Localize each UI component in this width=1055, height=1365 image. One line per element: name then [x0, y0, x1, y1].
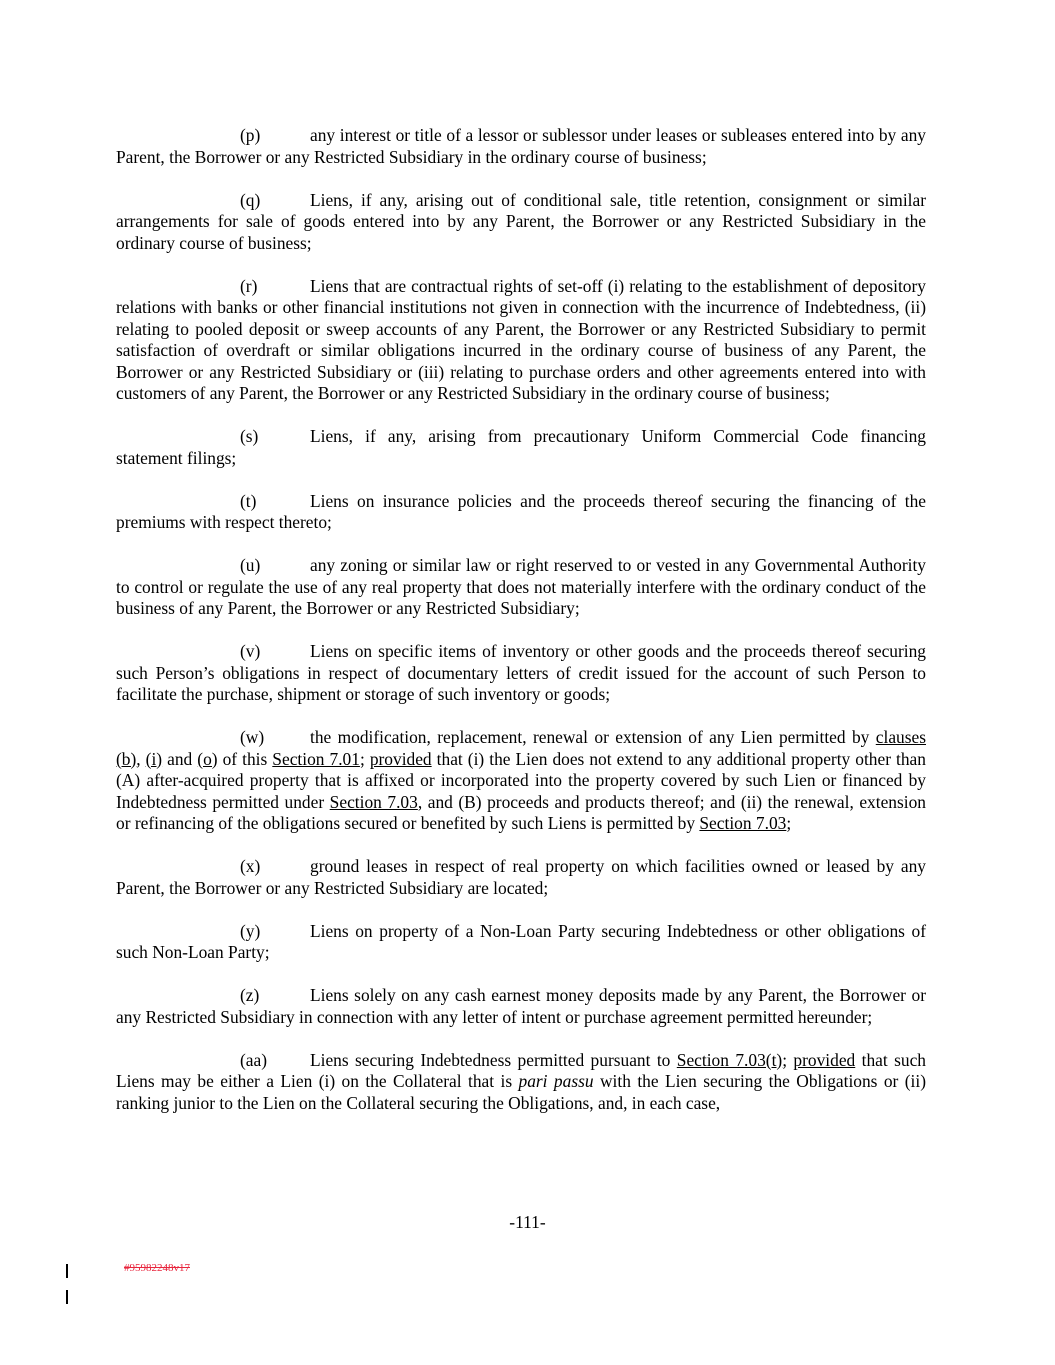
clause-label: (r) [240, 275, 258, 296]
cross-reference: Section 7.03 [329, 791, 418, 812]
clause-label: (w) [240, 727, 265, 747]
clause-label: (p) [240, 125, 261, 145]
clause-paragraph [116, 985, 926, 1028]
cross-reference: Section 7.03(t) [676, 1049, 783, 1070]
cross-reference: provided [369, 748, 432, 769]
clause-label: (u) [240, 555, 261, 575]
clause-label: (x) [240, 856, 261, 876]
clause-text: Liens solely on any cash earnest money deposits made by any Parent, the Borrower or any Restricted Subsidiary in connection with any letter of intent or purchase agreement permitted hereunder; [116, 985, 926, 1027]
clause-text: ground leases in respect of real property on which facilities owned or leased by any Parent, the Borrower or any Restricted Subsidiary are located; [116, 856, 926, 898]
clause-label: (t) [240, 490, 257, 511]
clause-text: Liens securing Indebtedness permitted pursuant to [310, 1049, 677, 1070]
clause-text: Liens, if any, arising from precautionary Uniform Commercial Code financing statement filings; [116, 426, 926, 468]
change-bar [66, 1264, 68, 1278]
clause-text: ; [359, 748, 370, 769]
clause-paragraph [116, 1050, 926, 1115]
document-body [116, 125, 926, 1136]
clause-paragraph [116, 555, 926, 620]
clause-text: Liens on property of a Non-Loan Party securing Indebtedness or other obligations of such Non-Loan Party; [116, 920, 926, 962]
clause-label: (y) [240, 920, 261, 941]
clause-text: , [136, 748, 146, 769]
clause-paragraph [116, 856, 926, 899]
clause-text: Liens that are contractual rights of set-off (i) relating to the establishment of depository relations with banks or other financial institutions not given in connection with the incurrence of Indebtedness, (ii) relating to pooled deposit or sweep accounts of any Parent, the Borrower or any Restricted Subsidiary to permit satisfaction of overdraft or similar obligations incurred in the ordinary course of business of any Parent, the Borrower or any Restricted Subsidiary or (iii) relating to purchase orders and other agreements entered into with customers of any Parent, the Borrower or any Restricted Subsidiary in the ordinary course of business; [116, 275, 926, 403]
clause-paragraph [116, 276, 926, 405]
clause-paragraph [116, 426, 926, 469]
clause-text: of this [217, 748, 273, 769]
cross-reference: clauses (b) [116, 727, 926, 769]
clause-label: (z) [240, 985, 260, 1005]
clause-label: (s) [240, 426, 259, 446]
clause-text: , and (B) proceeds and products thereof; and (ii) the renewal, extension or refinancing of the obligations secured or benefited by such Liens is permitted by [116, 791, 926, 833]
cross-reference: provided [793, 1049, 856, 1070]
clause-label: (aa) [240, 1049, 268, 1070]
clause-text: that (i) the Lien does not extend to any additional property other than (A) after-acquired property that is affixed or incorporated into the property covered by such Lien or financed by Indebtedness permitted under [116, 748, 926, 812]
clause-label: (v) [240, 641, 261, 661]
clause-text: that such Liens may be either a Lien (i) on the Collateral that is [116, 1049, 926, 1091]
page-number: -111- [509, 1212, 546, 1232]
clause-text: any zoning or similar law or right reserved to or vested in any Governmental Authority to control or regulate the use of any real property that does not materially interfere with the ordinary conduct of the business of any Parent, the Borrower or any Restricted Subsidiary; [116, 555, 926, 618]
change-bar [66, 1290, 68, 1304]
clause-paragraph [116, 727, 926, 835]
clause-paragraph [116, 125, 926, 168]
clause-text: Liens, if any, arising out of conditional sale, title retention, consignment or similar arrangements for sale of goods entered into by any Parent, the Borrower or any Restricted Subsidiary in the ordinary course of business; [116, 189, 926, 253]
cross-reference: (o) [197, 748, 218, 769]
cross-reference: Section 7.01 [272, 748, 360, 769]
clause-paragraph [116, 921, 926, 964]
italic-term: pari passu [518, 1071, 594, 1091]
clause-paragraph [116, 641, 926, 706]
clause-text: any interest or title of a lessor or sublessor under leases or subleases entered into by any Parent, the Borrower or any Restricted Subsidiary in the ordinary course of business; [116, 125, 926, 167]
document-id: #95982248v17 [124, 1262, 190, 1274]
cross-reference: (i) [145, 748, 163, 769]
clause-paragraph [116, 190, 926, 255]
clause-paragraph [116, 491, 926, 534]
clause-text: the modification, replacement, renewal or extension of any Lien permitted by [310, 727, 876, 747]
clause-text: with the Lien securing the Obligations or (ii) ranking junior to the Lien on the Collateral securing the Obligations, and, in each case, [116, 1071, 927, 1113]
clause-text: Liens on specific items of inventory or other goods and the proceeds thereof securing such Person’s obligations in respect of documentary letters of credit issued for the account of such Person to facilitate the purchase, shipment or storage of such inventory or goods; [116, 641, 926, 704]
cross-reference: Section 7.03 [699, 813, 787, 833]
clause-text: ; [782, 1049, 794, 1070]
clause-text: and [162, 748, 198, 769]
clause-text: ; [786, 813, 792, 833]
clause-text: Liens on insurance policies and the proceeds thereof securing the financing of the premiums with respect thereto; [116, 490, 926, 532]
clause-label: (q) [240, 189, 261, 210]
